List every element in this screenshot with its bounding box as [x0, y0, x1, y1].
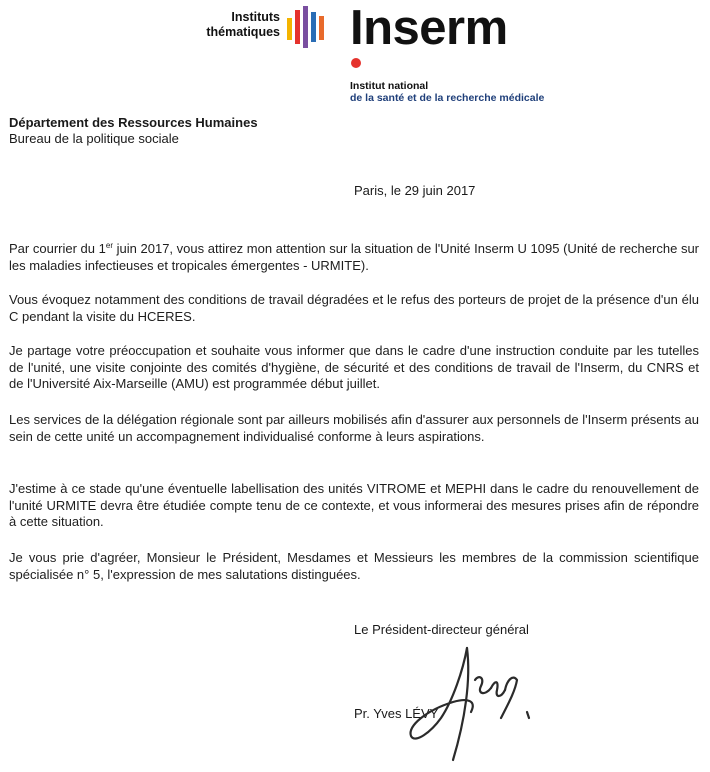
p1-text-start: Par courrier du 1 [9, 241, 106, 256]
logo-bar [287, 18, 292, 40]
logo-bar [319, 16, 324, 40]
paragraph-2: Vous évoquez notamment des conditions de travail dégradées et le refus des porteurs de projet de la présence d'un élu C pendant la visite du HCERES. [9, 292, 699, 324]
sender-block [9, 115, 258, 147]
logo-bar [303, 6, 308, 48]
instituts-bars-logo [287, 6, 327, 48]
paragraph-6: Je vous prie d'agréer, Monsieur le Président, Mesdames et Messieurs les membres de la commission scientifique spécialisée n° 5, l'expression de mes salutations distinguées. [9, 550, 699, 582]
paragraph-3: Je partage votre préoccupation et souhaite vous informer que dans le cadre d'une instruction conduite par les tutelles de l'unité, une visite conjointe des comités d'hygiène, de sécurité et des conditions de travail de l'Inserm, du CNRS et de l'Université Aix-Marseille (AMU) est programmée début juillet. [9, 343, 699, 391]
p1-text-end: juin 2017, vous attirez mon attention sur la situation de l'Unité Inserm U 1095 (Unité de recherche sur les maladies infectieuses et tropicales émergentes - URMITE). [9, 241, 699, 273]
paragraph-5: J'estime à ce stade qu'une éventuelle labellisation des unités VITROME et MEPHI dans le cadre du renouvellement de l'unité URMITE devra être étudiée compte tenu de ce contexte, et vous informerai des mesures prises afin de répondre à cette situation. [9, 481, 699, 529]
logo-bar [311, 12, 316, 42]
instituts-thematiques-label [180, 10, 280, 40]
handwritten-signature [405, 640, 545, 770]
inserm-subtitle [350, 80, 544, 104]
letter-date: Paris, le 29 juin 2017 [354, 183, 476, 198]
signatory-title: Le Président-directeur général [354, 622, 529, 637]
inserm-subtitle-line-2: de la santé et de la recherche médicale [350, 92, 545, 104]
inserm-logo-dot [351, 58, 361, 68]
instituts-line-2: thématiques [206, 25, 280, 39]
instituts-line-1: Instituts [231, 10, 280, 24]
department-name: Département des Ressources Humaines [9, 115, 258, 130]
inserm-logo-wordmark: Inserm [350, 1, 508, 55]
bureau-name: Bureau de la politique sociale [9, 131, 179, 146]
paragraph-1 [9, 241, 699, 274]
inserm-subtitle-line-1: Institut national [350, 80, 429, 92]
paragraph-4: Les services de la délégation régionale sont par ailleurs mobilisés afin d'assurer aux personnels de l'Inserm présents au sein de cette unité un accompagnement individualisé conforme à leurs aspirations. [9, 412, 699, 444]
p1-superscript: er [105, 241, 114, 250]
signatory-name: Pr. Yves LÉVY [354, 706, 439, 721]
logo-bar [295, 10, 300, 44]
